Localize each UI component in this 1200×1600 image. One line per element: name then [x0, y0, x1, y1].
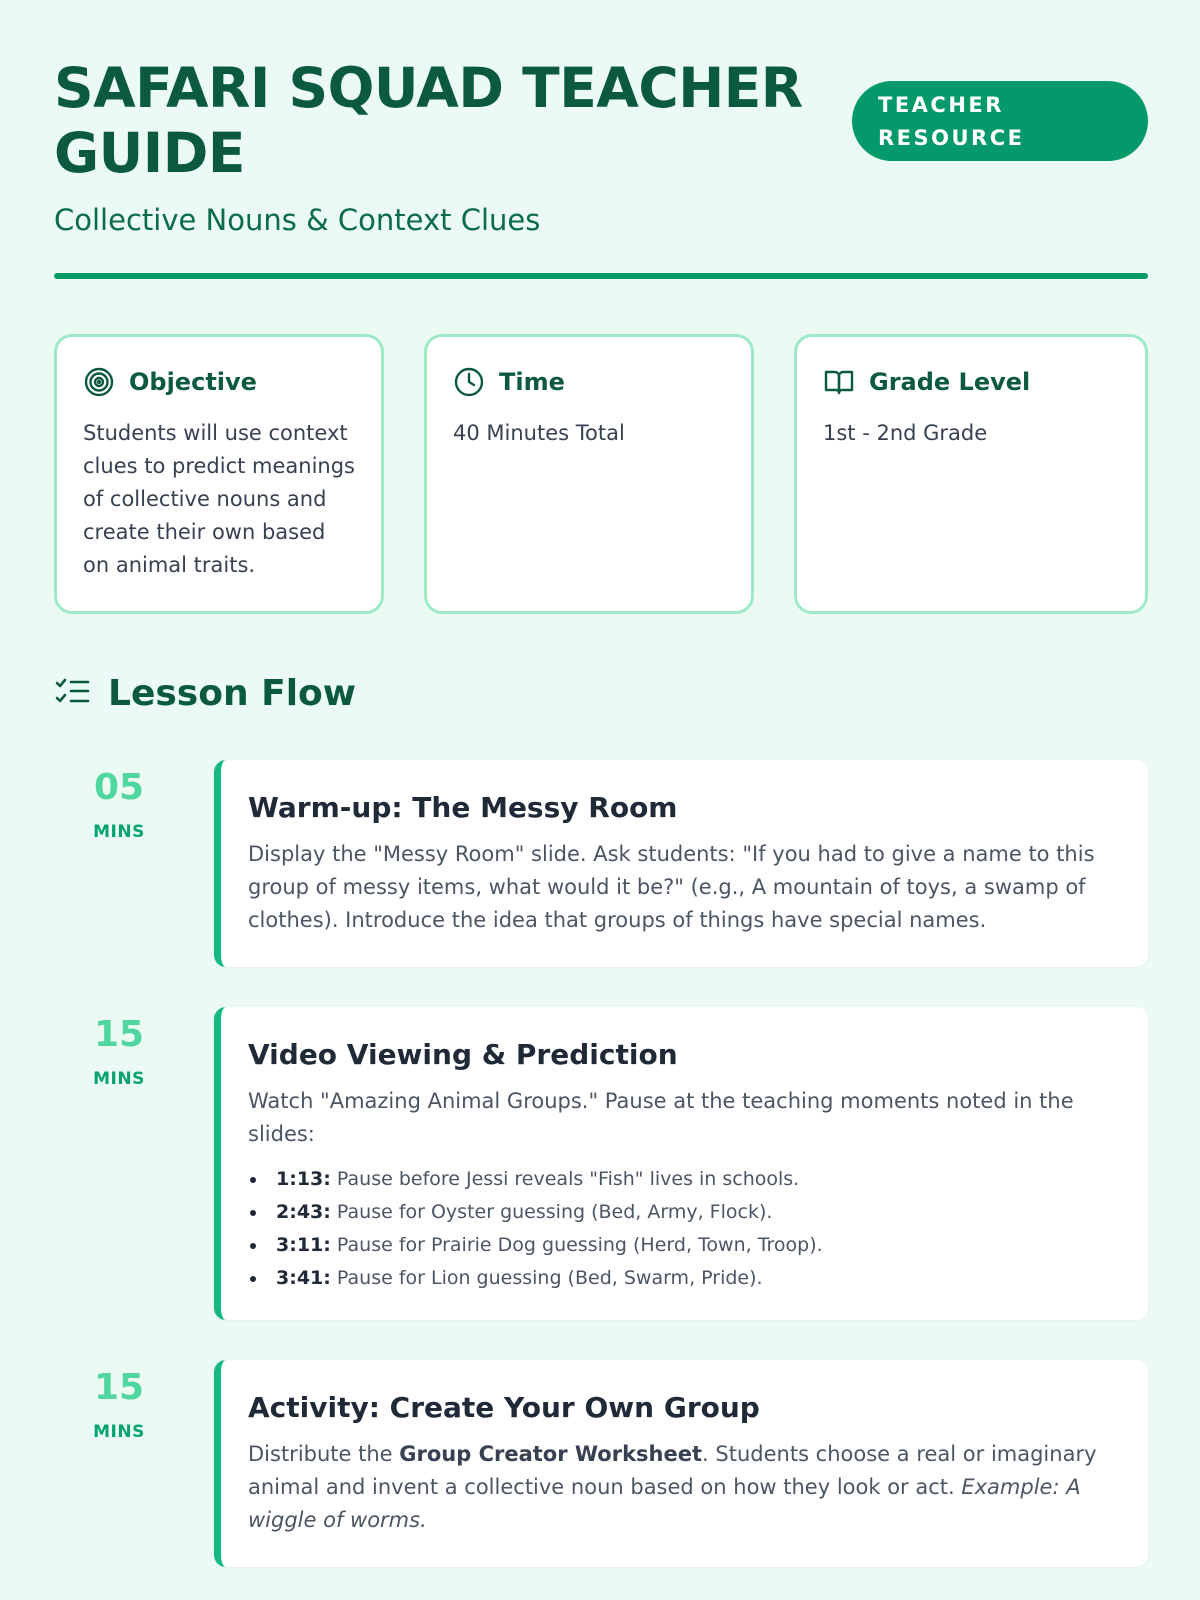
pause-text: Pause for Prairie Dog guessing (Herd, Town, Troop). [330, 1234, 823, 1256]
pause-time: 2:43: [276, 1201, 331, 1223]
pause-list [248, 1163, 1114, 1295]
card-header [453, 365, 725, 399]
step-card [214, 1007, 1148, 1320]
pause-text: Pause for Lion guessing (Bed, Swarm, Pride). [330, 1267, 763, 1289]
page-subtitle: Collective Nouns & Context Clues [54, 203, 541, 237]
clock-icon [453, 365, 487, 399]
list-item [248, 1262, 1114, 1295]
duration-number: 05 [93, 767, 145, 808]
card-body: 40 Minutes Total [453, 421, 625, 445]
step-title: Warm-up: The Messy Room [248, 791, 678, 824]
card-title: Time [499, 368, 565, 396]
pause-text: Pause for Oyster guessing (Bed, Army, Flock). [330, 1201, 773, 1223]
title-line-1: SAFARI SQUAD TEACHER [54, 56, 803, 120]
card-title: Objective [129, 368, 257, 396]
step-description [248, 1438, 1114, 1537]
desc-text: . Students choose a real or imaginary animal and invent a collective noun based on how they look or act. [248, 1442, 1097, 1499]
teacher-resource-badge [852, 81, 1148, 161]
header [54, 0, 1148, 280]
title-line-2: GUIDE [54, 121, 245, 185]
objective-card [54, 334, 384, 614]
step-title: Activity: Create Your Own Group [248, 1391, 760, 1424]
badge-line-2: RESOURCE [878, 126, 1025, 150]
page-title [54, 56, 814, 186]
example-text: Example: A wiggle of worms. [248, 1475, 1081, 1532]
section-title: Lesson Flow [108, 672, 357, 714]
checklist-icon [54, 674, 92, 712]
step-duration [54, 1360, 184, 1442]
pause-text: Pause before Jessi reveals "Fish" lives in schools. [330, 1168, 800, 1190]
pause-time: 3:41: [276, 1267, 331, 1289]
card-body: Students will use context clues to predict meanings of collective nouns and create their own based on animal traits. [83, 421, 355, 577]
time-card [424, 334, 754, 614]
lesson-flow-header [54, 668, 356, 718]
grade-level-card [794, 334, 1148, 614]
list-item [248, 1229, 1114, 1262]
card-body: 1st - 2nd Grade [823, 421, 988, 445]
card-title: Grade Level [869, 368, 1031, 396]
step-description: Watch "Amazing Animal Groups." Pause at the teaching moments noted in the slides: [248, 1089, 1074, 1146]
duration-number: 15 [93, 1014, 145, 1055]
list-item [248, 1196, 1114, 1229]
step-duration [54, 1007, 184, 1089]
card-header [823, 365, 1119, 399]
duration-unit: MINS [93, 1069, 145, 1089]
duration-unit: MINS [93, 822, 145, 842]
target-icon [83, 365, 117, 399]
pause-time: 1:13: [276, 1168, 331, 1190]
duration-unit: MINS [93, 1422, 145, 1442]
pause-time: 3:11: [276, 1234, 331, 1256]
step-card [214, 1360, 1148, 1567]
step-duration [54, 760, 184, 842]
book-icon [823, 365, 857, 399]
duration-number: 15 [93, 1367, 145, 1408]
step-description: Display the "Messy Room" slide. Ask students: "If you had to give a name to this group of messy items, what would it be?" (e.g., A mountain of toys, a swamp of clothes). Introduce the idea that groups of things have special names. [248, 842, 1095, 932]
header-divider [54, 273, 1148, 279]
step-title: Video Viewing & Prediction [248, 1038, 678, 1071]
teacher-guide-page [54, 0, 1148, 1532]
desc-text: Distribute the [248, 1442, 400, 1466]
step-card [214, 760, 1148, 967]
badge-line-1: TEACHER [878, 93, 1004, 117]
info-cards [54, 334, 1148, 614]
worksheet-name: Group Creator Worksheet [399, 1442, 703, 1466]
list-item [248, 1163, 1114, 1196]
card-header [83, 365, 355, 399]
